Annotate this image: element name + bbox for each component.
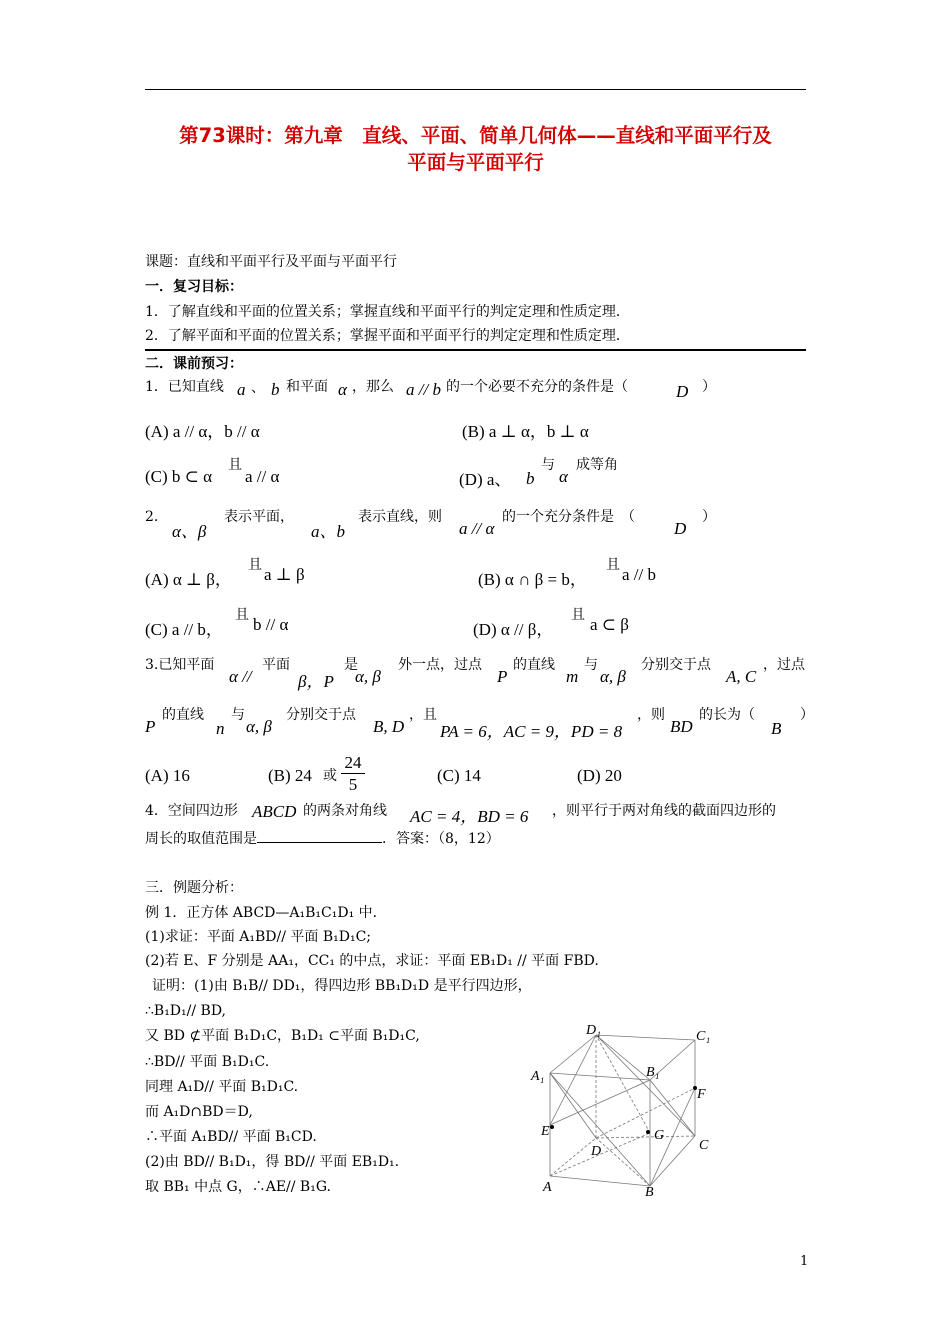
goal-item-2: 2．了解平面和平面的位置关系；掌握平面和平面平行的判定定理和性质定理． xyxy=(145,328,630,344)
page-title xyxy=(145,122,806,176)
q2-text-2: 表示直线，则 xyxy=(358,509,442,525)
q2-planes: α、β xyxy=(172,522,207,541)
q3-p2: P xyxy=(145,717,156,736)
q1-option-c-1: (C) b ⊂ α xyxy=(145,467,213,486)
q1-sep: 、 xyxy=(251,380,265,396)
point-e xyxy=(550,1125,554,1129)
q4-abcd: ABCD xyxy=(252,802,297,821)
q4-line-2-text: 周长的取值范围是 xyxy=(145,831,257,847)
q3-text-12: ，且 xyxy=(409,707,437,723)
edge-b-c xyxy=(650,1136,695,1186)
q3-ab3: α, β xyxy=(246,717,272,736)
example-line-9: 而 A₁D∩BD＝D, xyxy=(145,1104,253,1120)
q3-text-13: ，则 xyxy=(637,707,665,723)
q1-option-d-1: (D) a、 xyxy=(459,470,512,489)
q3-lengths: PA = 6，AC = 9，PD = 8 xyxy=(440,722,623,741)
q1-option-d-end: 成等角 xyxy=(576,457,618,473)
q3-text-5: 的直线 xyxy=(513,657,555,673)
q4-answer: ．答案：（8，12） xyxy=(382,831,500,847)
edge-a-b xyxy=(550,1176,650,1186)
q3-p1: P xyxy=(497,667,508,686)
q1-option-d-b: b xyxy=(526,469,535,488)
title-line-1: 第73课时：第九章 直线、平面、简单几何体——直线和平面平行及 xyxy=(179,124,772,147)
label-g: G xyxy=(654,1128,665,1143)
q2-option-c-and: 且 xyxy=(235,607,249,623)
label-e: E xyxy=(541,1124,550,1139)
q1-cond: a // b xyxy=(406,380,441,399)
q2-lines: a、b xyxy=(311,522,345,541)
example-line-1: 例 1．正方体 ABCD—A₁B₁C₁D₁ 中． xyxy=(145,905,387,921)
q3-text-2: 平面 xyxy=(262,657,290,673)
fraction-bar xyxy=(341,773,365,774)
label-b1: B₁ xyxy=(646,1065,660,1080)
q3-bd: B, D xyxy=(373,717,405,736)
q1-option-d-alpha: α xyxy=(559,467,568,486)
point-g xyxy=(646,1130,650,1134)
line-e-b1 xyxy=(550,1080,650,1125)
section3-heading: 三．例题分析： xyxy=(145,880,243,896)
line-d1-b1 xyxy=(596,1035,650,1080)
q2-option-b-and: 且 xyxy=(606,557,620,573)
label-d: D xyxy=(591,1144,602,1159)
line-e-d1 xyxy=(550,1035,596,1125)
line-a1-b xyxy=(550,1073,650,1186)
q3-text-6: 与 xyxy=(584,657,598,673)
q1-alpha: α xyxy=(338,380,347,399)
page-number: 1 xyxy=(800,1254,809,1269)
fraction-numerator: 24 xyxy=(344,753,362,772)
q3-option-c: (C) 14 xyxy=(437,766,481,785)
q2-text-3: 的一个充分条件是 （ xyxy=(502,509,635,525)
q2-option-d-2: a ⊂ β xyxy=(590,615,629,634)
q3-n: n xyxy=(216,719,225,738)
example-line-6: 又 BD ⊄平面 B₁D₁C，B₁D₁ ⊂平面 B₁D₁C, xyxy=(145,1028,420,1044)
q3-text-8: ，过点 xyxy=(763,657,805,673)
q2-option-d-1: (D) α // β， xyxy=(473,620,554,639)
section2-heading: 二．课前预习： xyxy=(145,356,243,372)
edge-a-d xyxy=(550,1138,596,1176)
q3-option-b-or: 或 xyxy=(323,768,337,784)
q2-option-c-2: b // α xyxy=(253,615,289,634)
q3-parallel: α // xyxy=(229,667,252,686)
example-line-3: (2)若 E、F 分别是 AA₁，CC₁ 的中点，求证：平面 EB₁D₁ // 平面 FBD. xyxy=(145,953,599,969)
q2-cond: a // α xyxy=(459,519,495,538)
q1-then: ，那么 xyxy=(352,379,394,395)
q1-option-c-and: 且 xyxy=(228,457,242,473)
q2-option-a-and: 且 xyxy=(248,557,262,573)
q1-option-a: (A) a // α，b // α xyxy=(145,422,260,441)
q1-a: a xyxy=(237,380,246,399)
label-c: C xyxy=(699,1138,709,1153)
q4-answer-blank[interactable] xyxy=(257,828,382,843)
edge-d-c xyxy=(596,1136,695,1138)
q2-option-d-and: 且 xyxy=(571,607,585,623)
example-line-11: (2)由 BD// B₁D₁，得 BD// 平面 EB₁D₁. xyxy=(145,1154,400,1170)
section1-heading: 一．复习目标： xyxy=(145,279,243,295)
q2-answer: D xyxy=(674,519,687,538)
q3-ab2: α, β xyxy=(600,667,626,686)
q3-text-1: 3.已知平面 xyxy=(145,657,215,673)
label-a1: A₁ xyxy=(531,1069,545,1084)
q4-line-2 xyxy=(145,828,500,849)
q3-option-d: (D) 20 xyxy=(577,766,622,785)
example-line-2: (1)求证：平面 A₁BD// 平面 B₁D₁C; xyxy=(145,929,372,945)
q1-plane-text: 和平面 xyxy=(286,379,328,395)
example-line-8: 同理 A₁D// 平面 B₁D₁C. xyxy=(145,1079,299,1095)
edge-d1-c1 xyxy=(596,1035,695,1040)
title-line-2: 平面与平面平行 xyxy=(407,151,544,174)
q2-option-b-1: (B) α ∩ β = b， xyxy=(478,570,587,589)
example-line-5: ∴B₁D₁// BD, xyxy=(145,1003,226,1019)
label-d1: D₁ xyxy=(586,1023,601,1038)
q2-option-c-1: (C) a // b， xyxy=(145,620,223,639)
label-f: F xyxy=(697,1087,706,1102)
q1-b: b xyxy=(271,380,280,399)
q3-m: m xyxy=(566,667,579,686)
section-divider xyxy=(145,349,806,351)
q4-text-3: ，则平行于两对角线的截面四边形的 xyxy=(552,803,776,819)
fraction-denominator: 5 xyxy=(348,775,358,794)
q3-text-10: 与 xyxy=(231,707,245,723)
q1-option-b: (B) a ⊥ α，b ⊥ α xyxy=(462,422,589,441)
q3-beta-p: β，P xyxy=(298,672,334,691)
line-bd xyxy=(596,1138,650,1186)
example-line-12: 取 BB₁ 中点 G，∴AE// B₁G. xyxy=(145,1179,331,1195)
q3-ab1: α, β xyxy=(355,667,381,686)
q3-text-9: 的直线 xyxy=(162,707,204,723)
q2-option-a-1: (A) α ⊥ β， xyxy=(145,570,232,589)
q1-ask: 的一个必要不充分的条件是（ xyxy=(446,379,628,395)
edge-a1-d1 xyxy=(550,1035,596,1073)
q3-text-4: 外一点，过点 xyxy=(398,657,482,673)
q3-option-b-fraction xyxy=(341,753,365,794)
q1-close: ） xyxy=(702,379,716,395)
cube-figure xyxy=(520,1010,740,1210)
q4-text-1: 4．空间四边形 xyxy=(145,803,238,819)
q3-option-b: (B) 24 xyxy=(268,766,312,785)
q2-option-b-2: a // b xyxy=(622,565,656,584)
label-c1: C₁ xyxy=(696,1029,711,1044)
q3-text-7: 分别交于点 xyxy=(641,657,711,673)
edge-b1-a1 xyxy=(550,1073,650,1080)
topic-line: 课题：直线和平面平行及平面与平面平行 xyxy=(145,254,397,270)
q3-answer: B xyxy=(771,719,782,738)
q2-text-1: 表示平面， xyxy=(224,509,294,525)
q3-bd-len: BD xyxy=(670,717,693,736)
q4-text-2: 的两条对角线 xyxy=(303,803,387,819)
q3-text-3: 是 xyxy=(344,657,358,673)
q3-close: ） xyxy=(800,707,814,723)
example-line-7: ∴BD// 平面 B₁D₁C. xyxy=(145,1054,270,1070)
q2-option-a-2: a ⊥ β xyxy=(264,565,305,584)
q1-option-c-2: a // α xyxy=(245,467,280,486)
q2-num: 2． xyxy=(145,509,168,525)
q3-ac: A, C xyxy=(726,667,757,686)
q2-close: ） xyxy=(702,509,716,525)
line-a1-d xyxy=(550,1073,596,1138)
q1-option-d-with: 与 xyxy=(541,457,555,473)
header-rule xyxy=(145,89,806,90)
q3-text-14: 的长为（ xyxy=(699,707,755,723)
q4-diagonals: AC = 4，BD = 6 xyxy=(410,807,529,826)
q1-answer: D xyxy=(676,382,689,401)
label-a: A xyxy=(543,1180,552,1195)
example-line-10: ∴平面 A₁BD// 平面 B₁CD. xyxy=(145,1129,317,1145)
q1-prefix: 1．已知直线 xyxy=(145,379,224,395)
label-b: B xyxy=(645,1185,654,1200)
line-d-f xyxy=(596,1088,695,1138)
example-line-4: 证明：(1)由 B₁B// DD₁，得四边形 BB₁D₁D 是平行四边形， xyxy=(152,978,532,994)
goal-item-1: 1．了解直线和平面的位置关系；掌握直线和平面平行的判定定理和性质定理． xyxy=(145,304,630,320)
q3-option-a: (A) 16 xyxy=(145,766,190,785)
q3-text-11: 分别交于点 xyxy=(286,707,356,723)
